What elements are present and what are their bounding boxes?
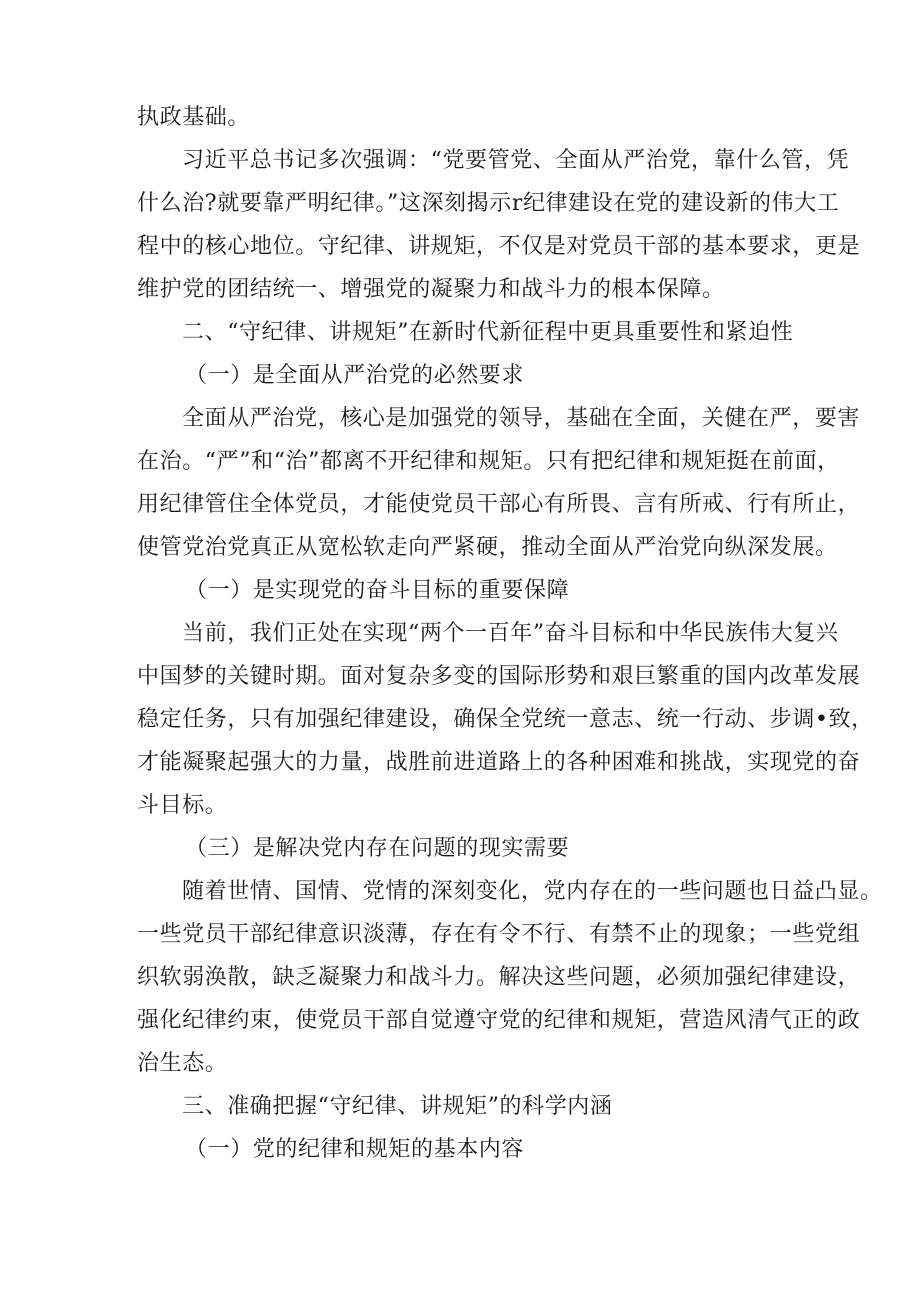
paragraph-line: 治生态。 [137,1051,228,1076]
paragraph-line: 习近平总书记多次强调：“党要管党、全面从严治党，靠什么管，凭 [182,148,850,173]
paragraph-line: 当前，我们正处在实现“两个一百年”奋斗目标和中华民族伟大复兴 [182,621,839,646]
paragraph-line: 稳定任务，只有加强纪律建设，确保全党统一意志、统一行动、步调•致， [137,707,874,732]
paragraph-line: 用纪律管住全体党员，才能使党员干部心有所畏、言有所戒、行有所止， [137,492,861,517]
paragraph-line: 一些党员干部纪律意识淡薄，存在有令不行、有禁不止的现象；一些党组 [137,922,861,947]
paragraph-line: 程中的核心地位。守纪律、讲规矩，不仅是对党员干部的基本要求，更是 [137,234,861,259]
section-heading: 三、准确把握“守纪律、讲规矩”的科学内涵 [182,1094,613,1119]
paragraph-line: 才能凝聚起强大的力量，战胜前进道路上的各种困难和挑战，实现党的奋 [137,750,861,775]
subsection-heading: （一）是实现党的奋斗目标的重要保障 [185,578,570,603]
paragraph-line: 维护党的团结统一、增强党的凝聚力和战斗力的根本保障。 [137,277,725,302]
paragraph-line: 强化纪律约束，使党员干部自觉遵守党的纪律和规矩，营造风清气正的政 [137,1008,861,1033]
subsection-heading: （一）党的纪律和规矩的基本内容 [185,1137,525,1162]
paragraph-line: 什么治?就要靠严明纪律。”这深刻揭示r纪律建设在党的建设新的伟大工 [137,191,840,216]
paragraph-line: 随着世情、国情、党情的深刻变化，党内存在的一些问题也日益凸显。 [182,879,883,904]
subsection-heading: （三）是解决党内存在问题的现实需要 [185,836,570,861]
section-heading: 二、“守纪律、讲规矩”在新时代新征程中更具重要性和紧迫性 [182,320,794,345]
paragraph-line: 织软弱涣散，缺乏凝聚力和战斗力。解决这些问题，必须加强纪律建设， [137,965,861,990]
paragraph-line: 全面从严治党，核心是加强党的领导，基础在全面，关健在严，要害 [182,406,861,431]
paragraph-line: 执政基础。 [137,105,251,130]
paragraph-line: 中国梦的关键时期。面对复杂多变的国际形势和艰巨繁重的国内改革发展 [137,664,861,689]
paragraph-line: 在治。“严”和“治”都离不开纪律和规矩。只有把纪律和规矩挺在前面， [137,449,840,474]
paragraph-line: 使管党治党真正从宽松软走向严紧硬，推动全面从严治党向纵深发展。 [137,535,838,560]
subsection-heading: （一）是全面从严治党的必然要求 [185,363,525,388]
paragraph-line: 斗目标。 [137,793,228,818]
